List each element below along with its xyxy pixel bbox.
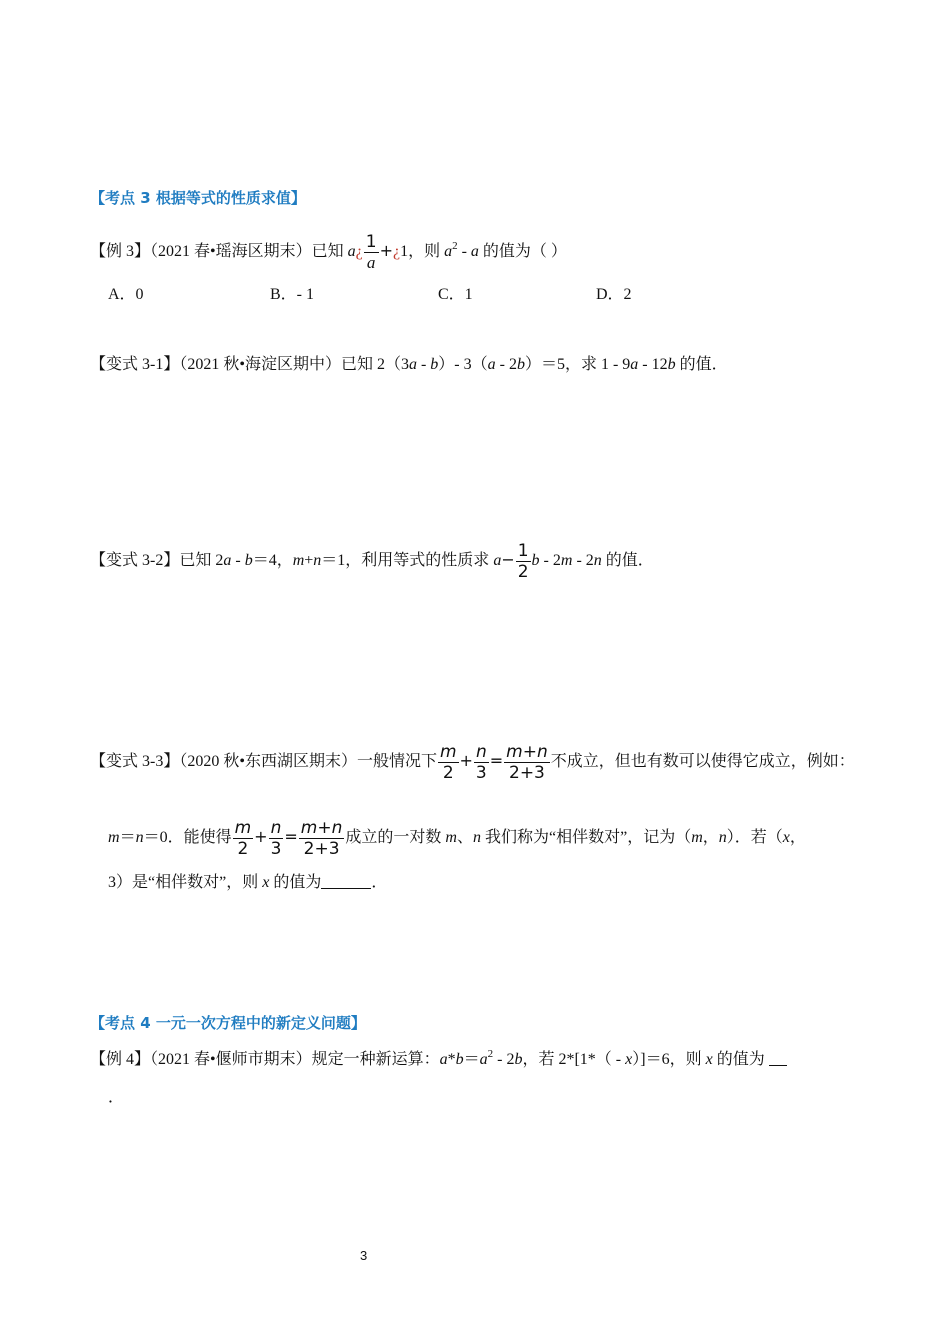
- answer-blank-example-4[interactable]: [769, 1051, 787, 1066]
- example-4: 【例 4】（2021 春•偃师市期末）规定一种新运算：$a*b=a^2$ ‐ 2b，若 2*[1*（ ‐ x）]＝6，则 x 的值为: [90, 1050, 787, 1070]
- example-3-options: [0, 285, 950, 305]
- fraction-m-plus-n-over-5-b: $\frac{m+n}{2+3}$: [300, 818, 343, 859]
- example-3-source: （2021 春•瑶海区期末）已知: [150, 243, 348, 261]
- example-3: 【例 3】（2021 春•瑶海区期末）已知 a¿ $\frac{1}{a}$ +¿1，则 $a^2$ ‐ a 的值为（ ）: [90, 232, 567, 272]
- example-4-line-2: ．: [108, 1089, 125, 1106]
- example-4-tag: 【例 4】: [90, 1051, 151, 1068]
- variant-3-1: 【变式 3-1】（2021 秋•海淀区期中）已知 2（3a ‐ b）‐ 3（a ‐ 2b）＝5，求 1 ‐ 9a ‐ 12b 的值．: [90, 356, 728, 373]
- section-4-heading: 【考点 4 一元一次方程中的新定义问题】: [90, 1014, 366, 1032]
- variant-3-2-tag: 【变式 3-2】: [90, 552, 180, 570]
- fraction-m-plus-n-over-5: $\frac{m+n}{2+3}$: [506, 742, 548, 783]
- variant-3-3-line-2: m＝n＝0．能使得 $\frac{m}{2}$ + $\frac{n}{3}$ = $\frac{m+n}{2+3}$ 成立的一对数 m、n 我们称为“相伴数对”，记为（m，n）．若（x，: [108, 818, 806, 859]
- page-number: 3: [360, 1248, 368, 1263]
- variant-3-3-line-3: 3）是“相伴数对”，则 x 的值为 ．: [108, 874, 388, 891]
- answer-blank[interactable]: [321, 874, 371, 889]
- variant-3-2: 【变式 3-2】已知 2a ‐ b＝4，m+n＝1，利用等式的性质求 a− $\frac{1}{2}$ b ‐ 2m ‐ 2n 的值．: [90, 541, 654, 582]
- fraction-n-over-3: $\frac{n}{3}$: [475, 742, 487, 783]
- fraction-m-over-2-b: $\frac{m}{2}$: [234, 818, 252, 859]
- section-3-heading: 【考点 3 根据等式的性质求值】: [90, 189, 306, 207]
- option-d[interactable]: D．2: [596, 286, 632, 303]
- variant-3-1-tag: 【变式 3-1】: [90, 356, 180, 373]
- fraction-n-over-3-b: $\frac{n}{3}$: [270, 818, 282, 859]
- example-3-tag: 【例 3】: [90, 243, 151, 261]
- option-c[interactable]: C．1: [438, 286, 473, 303]
- fraction-1-over-a: $\frac{1}{a}$: [365, 232, 377, 272]
- variant-3-3-tag: 【变式 3-3】: [90, 753, 180, 771]
- fraction-m-over-2: $\frac{m}{2}$: [439, 742, 457, 783]
- option-a[interactable]: A．0: [108, 286, 144, 303]
- variant-3-3-line-1: 【变式 3-3】（2020 秋•东西湖区期末）一般情况下 $\frac{m}{2}$ + $\frac{n}{3}$ = $\frac{m+n}{2+3}$ 不成立，但也有数可以使得它成立，例如：: [90, 742, 855, 783]
- fraction-one-half: $\frac{1}{2}$: [517, 541, 529, 582]
- option-b[interactable]: B．‐ 1: [270, 286, 315, 303]
